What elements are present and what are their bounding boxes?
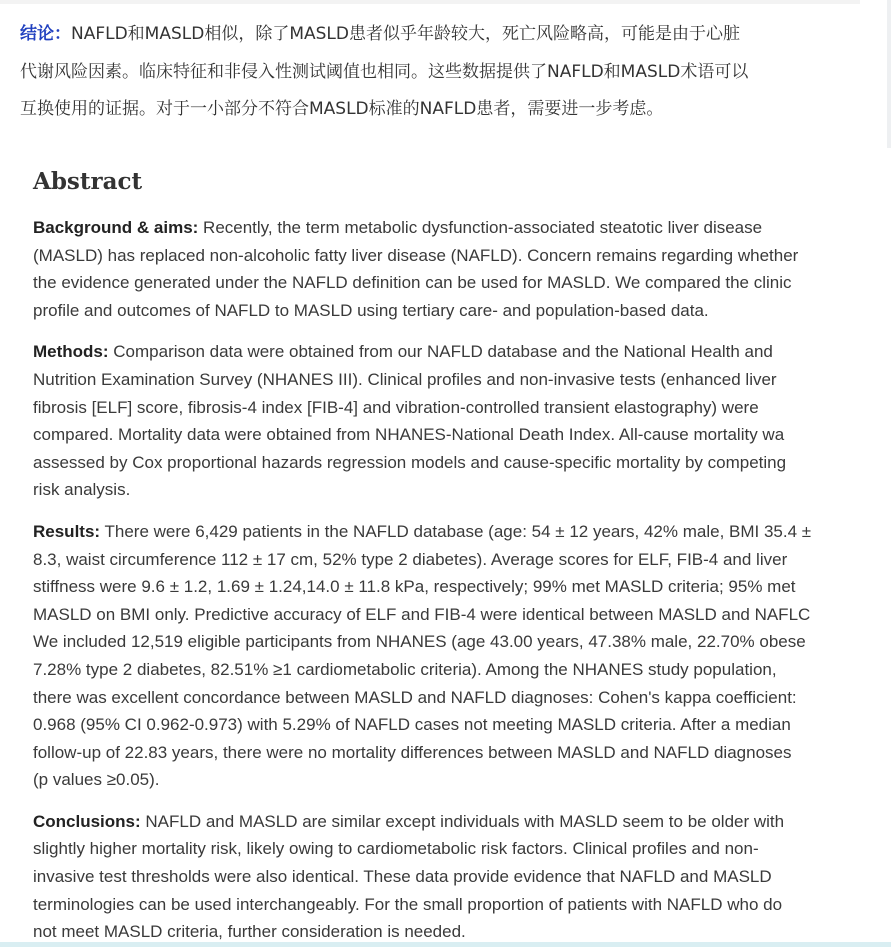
paragraph-line: (MASLD) has replaced non-alcoholic fatty liver disease (NAFLD). Concern remains regarding whether: [33, 245, 799, 265]
paragraph-line: [33, 338, 853, 366]
line-text: There were 6,429 patients in the NAFLD database (age: 54 ± 12 years, 42% male, BMI 35.4 ±: [100, 521, 812, 541]
line-text: Recently, the term metabolic dysfunction-associated steatotic liver disease: [198, 218, 763, 237]
paragraph-line: We included 12,519 eligible participants from NHANES (age 43.00 years, 47.38% male, 22.70% obese: [33, 632, 806, 652]
background-heading: Background & aims:: [33, 218, 199, 237]
methods-heading: Methods:: [33, 342, 109, 362]
conclusions-paragraph: [33, 808, 853, 946]
paragraph-line: 7.28% type 2 diabetes, 82.51% ≥1 cardiometabolic criteria). Among the NHANES study population,: [33, 659, 777, 679]
paragraph-line: profile and outcomes of NAFLD to MASLD using tertiary care- and population-based data.: [33, 300, 709, 320]
paragraph-line: assessed by Cox proportional hazards regression models and cause-specific mortality by competing: [33, 452, 787, 472]
top-strip: [0, 0, 860, 4]
paragraph-line: risk analysis.: [33, 480, 131, 500]
line-text: Comparison data were obtained from our NAFLD database and the National Health and: [108, 342, 773, 362]
abstract-heading: Abstract: [33, 168, 143, 195]
paragraph-line: the evidence generated under the NAFLD definition can be used for MASLD. We compared the clinic: [33, 273, 792, 293]
paragraph-line: terminologies can be used interchangeably. For the small proportion of patients with NAFLD who do: [33, 894, 783, 914]
paragraph-line: [33, 518, 853, 546]
conclusion-line-3: 互换使用的证据。对于一小部分不符合MASLD标准的NAFLD患者，需要进一步考虑。: [20, 99, 664, 119]
paragraph-line: Nutrition Examination Survey (NHANES III). Clinical profiles and non-invasive tests (enhanced liver: [33, 369, 777, 389]
paragraph-line: stiffness were 9.6 ± 1.2, 1.69 ± 1.24,14.0 ± 11.8 kPa, respectively; 99% met MASLD criteria; 95% met: [33, 577, 796, 597]
paragraph-line: fibrosis [ELF] score, fibrosis-4 index [FIB-4] and vibration-controlled transient elastography) were: [33, 397, 759, 417]
paragraph-line: not meet MASLD criteria, further consideration is needed.: [33, 922, 466, 942]
paragraph-line: follow-up of 22.83 years, there were no mortality differences between MASLD and NAFLD diagnoses: [33, 742, 792, 762]
paragraph-line: [33, 808, 853, 836]
chinese-conclusion: [20, 16, 850, 129]
paragraph-line: there was excellent concordance between MASLD and NAFLD diagnoses: Cohen's kappa coefficient:: [33, 687, 797, 707]
paragraph-line: [33, 214, 853, 242]
conclusion-label: 结论：: [20, 24, 71, 44]
background-paragraph: [33, 214, 853, 324]
methods-paragraph: [33, 338, 853, 504]
conclusion-line-2: 代谢风险因素。临床特征和非侵入性测试阈值也相同。这些数据提供了NAFLD和MASLD术语可以: [20, 61, 749, 82]
paragraph-line: (p values ≥0.05).: [33, 770, 160, 790]
bottom-strip: [0, 942, 891, 947]
conclusion-text: NAFLD和MASLD相似，除了MASLD患者似乎年龄较大，死亡风险略高，可能是由于心脏: [71, 24, 740, 44]
line-text: NAFLD and MASLD are similar except individuals with MASLD seem to be older with: [140, 811, 785, 831]
conclusions-heading: Conclusions:: [33, 811, 141, 831]
abstract-body: [33, 214, 853, 946]
paragraph-line: 0.968 (95% CI 0.962-0.973) with 5.29% of NAFLD cases not meeting MASLD criteria. After a median: [33, 715, 791, 735]
paragraph-line: 8.3, waist circumference 112 ± 17 cm, 52% type 2 diabetes). Average scores for ELF, FIB-4 and liver: [33, 549, 788, 569]
results-paragraph: [33, 518, 853, 794]
paragraph-line: invasive test thresholds were also identical. These data provide evidence that NAFLD and MASLD: [33, 867, 772, 887]
paragraph-line: slightly higher mortality risk, likely owing to cardiometabolic risk factors. Clinical profiles and non-: [33, 839, 759, 859]
paragraph-line: compared. Mortality data were obtained from NHANES-National Death Index. All-cause mortality wa: [33, 425, 785, 445]
results-heading: Results:: [33, 521, 101, 541]
conclusion-line-1: [20, 16, 850, 54]
paragraph-line: MASLD on BMI only. Predictive accuracy of ELF and FIB-4 were identical between MASLD and NAFLC: [33, 604, 811, 624]
